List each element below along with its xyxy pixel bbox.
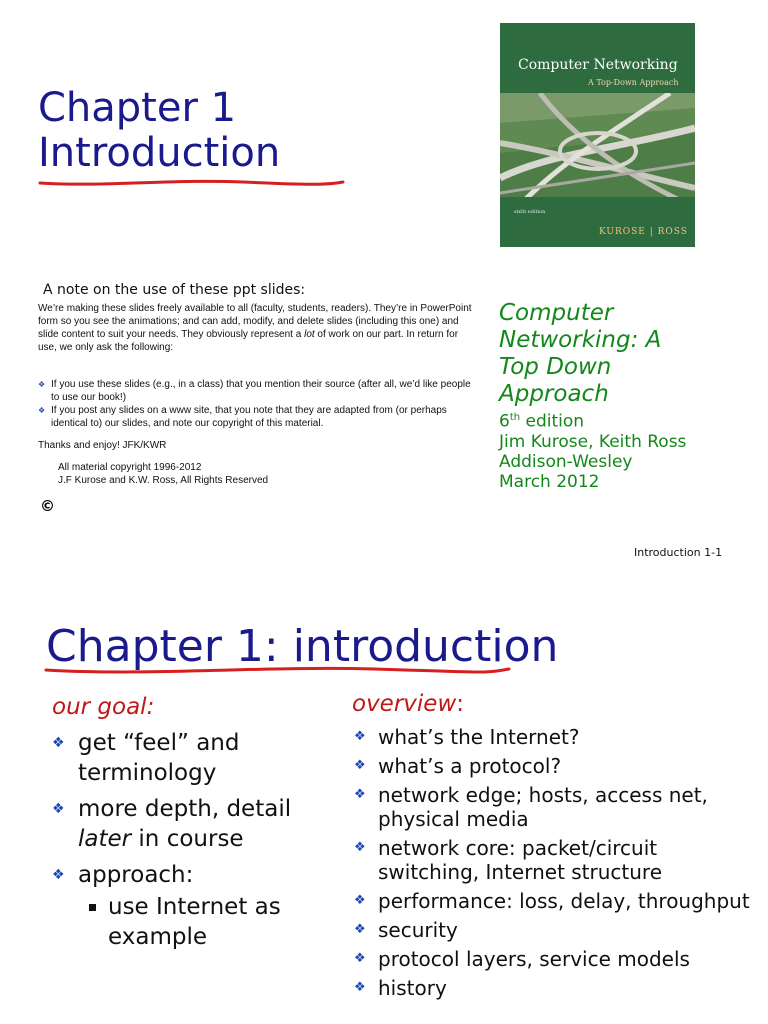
diamond-bullet-icon: ❖ (354, 787, 366, 802)
copyright-symbol: © (40, 497, 55, 515)
book-title-line: Computer (499, 300, 614, 326)
overview-item-text: security (378, 918, 458, 942)
book-edition (499, 408, 686, 432)
title-underline (38, 176, 348, 190)
note-body-text: We’re making these slides freely available to all (faculty, students, readers). They’re in PowerPoint form so you see the animations; and can add, modify, and delete slides (including this one) and slide content to suit your needs. They obviously represent a lot of work on our part. In return for use, we only ask the following: (38, 303, 472, 353)
book-info-title (499, 300, 686, 408)
goal-item (52, 794, 327, 854)
slide-gap (0, 575, 768, 590)
overview-item (354, 918, 754, 942)
overview-item (354, 783, 754, 831)
diamond-bullet-icon: ❖ (52, 801, 65, 817)
diamond-bullet-icon: ❖ (354, 840, 366, 855)
diamond-bullet-icon: ❖ (38, 406, 46, 415)
overview-heading (352, 691, 464, 717)
goal-item-text: more depth, detail (78, 796, 292, 822)
diamond-bullet-icon: ❖ (354, 758, 366, 773)
overview-item (354, 725, 754, 749)
book-cover-title: Computer Networking (518, 57, 678, 73)
diamond-bullet-icon: ❖ (354, 980, 366, 995)
note-bullet-item (38, 378, 478, 404)
book-cover-edition: sixth edition (514, 209, 546, 215)
diamond-bullet-icon: ❖ (52, 867, 65, 883)
diamond-bullet-icon: ❖ (354, 729, 366, 744)
book-title-line: Networking: A (499, 327, 662, 353)
highway-interchange-photo (500, 93, 695, 205)
slide2-title-underline (44, 660, 514, 680)
diamond-bullet-icon: ❖ (354, 922, 366, 937)
slide-title (38, 86, 280, 176)
overview-item (354, 836, 754, 884)
note-body-emphasis: lot (304, 329, 315, 340)
note-bullet-text: If you use these slides (e.g., in a class) that you mention their source (after all, we’d like people to use our book!) (51, 379, 471, 403)
book-publisher: Addison-Wesley (499, 451, 633, 472)
slide2-title: Chapter 1: introduction (46, 621, 559, 672)
overview-item (354, 976, 754, 1000)
overview-item-text: performance: loss, delay, throughput (378, 889, 750, 913)
square-bullet-icon (89, 904, 96, 911)
goal-item (52, 860, 327, 952)
title-line-chapter: Chapter 1 (38, 85, 237, 131)
book-title-line: Top Down (499, 354, 612, 380)
overview-list (354, 725, 754, 1005)
title-line-introduction: Introduction (38, 130, 281, 176)
goal-list (52, 728, 327, 958)
copyright-line: J.F Kurose and K.W. Ross, All Rights Reserved (58, 475, 269, 486)
book-authors: Jim Kurose, Keith Ross (499, 431, 687, 452)
edition-number: 6 (499, 411, 510, 432)
overview-heading-colon: : (456, 691, 465, 717)
goal-item-text: approach: (78, 862, 194, 888)
book-title-line: Approach (499, 381, 609, 407)
book-date: March 2012 (499, 471, 600, 492)
note-heading: A note on the use of these ppt slides: (43, 282, 306, 298)
diamond-bullet-icon: ❖ (354, 951, 366, 966)
book-info (499, 300, 686, 492)
note-bullet-item (38, 404, 478, 430)
goal-sub-item-text: use Internet as example (108, 894, 281, 950)
edition-word: edition (520, 411, 585, 432)
diamond-bullet-icon: ❖ (52, 735, 65, 751)
overview-item-text: network edge; hosts, access net, physical media (378, 783, 708, 831)
overview-item-text: history (378, 976, 447, 1000)
overview-item (354, 889, 754, 913)
overview-item-text: what’s a protocol? (378, 754, 562, 778)
overview-item (354, 754, 754, 778)
note-thanks: Thanks and enjoy! JFK/KWR (38, 440, 167, 451)
slide-number: Introduction 1-1 (634, 546, 723, 559)
book-cover-authors: KUROSE | ROSS (599, 227, 688, 237)
overview-item-text: what’s the Internet? (378, 725, 580, 749)
goal-heading: our goal: (52, 694, 155, 720)
note-body (38, 302, 478, 354)
overview-item (354, 947, 754, 971)
goal-item-text: get “feel” and terminology (78, 730, 240, 786)
overview-item-text: network core: packet/circuit switching, Internet structure (378, 836, 663, 884)
book-cover-subtitle: A Top-Down Approach (588, 78, 679, 87)
goal-item-emphasis: later (78, 826, 132, 852)
note-copyright (58, 461, 478, 487)
goal-item (52, 728, 327, 788)
goal-sub-item (78, 892, 327, 952)
copyright-line: All material copyright 1996-2012 (58, 462, 202, 473)
usage-note (38, 282, 478, 487)
diamond-bullet-icon: ❖ (354, 893, 366, 908)
edition-suffix: th (509, 412, 521, 423)
note-bullet-text: If you post any slides on a www site, that you note that they are adapted from (or perhaps identical to) our slides, and note our copyright of this material. (51, 405, 447, 429)
book-cover-image (500, 23, 695, 247)
goal-item-text: in course (131, 826, 244, 852)
overview-item-text: protocol layers, service models (378, 947, 690, 971)
goal-sub-list (78, 892, 327, 952)
diamond-bullet-icon: ❖ (38, 380, 46, 389)
note-bullet-list (38, 378, 478, 430)
overview-heading-text: overview (352, 691, 457, 717)
